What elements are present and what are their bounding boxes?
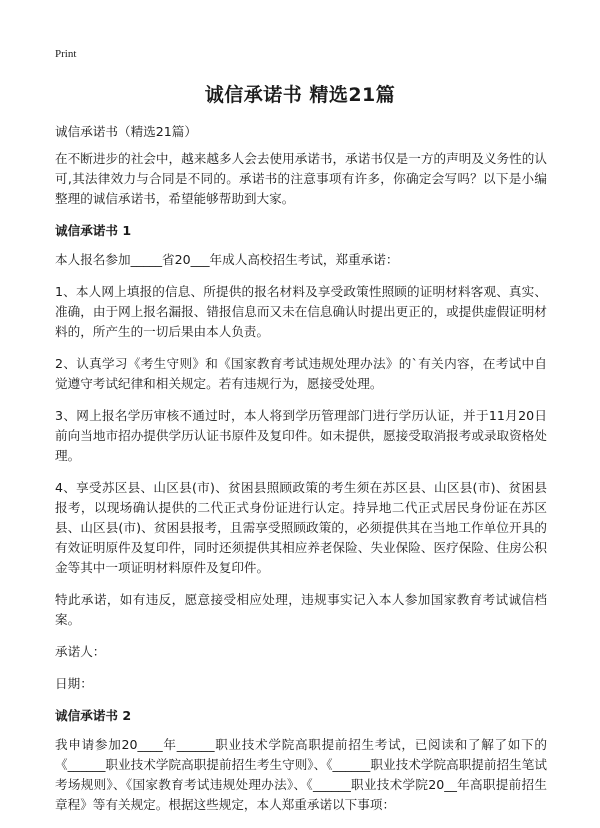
section-2-heading: 诚信承诺书 2	[55, 708, 132, 723]
document-subtitle: 诚信承诺书（精选21篇）	[55, 124, 197, 139]
section-1-heading: 诚信承诺书 1	[55, 223, 132, 238]
print-label: Print	[55, 48, 77, 60]
section-1-paragraph-1: 本人报名参加_____省20___年成人高校招生考试，郑重承诺：	[55, 252, 399, 267]
section-1-signer-line: 承诺人：	[55, 644, 106, 659]
document-body	[55, 122, 547, 827]
section-2-paragraph-1: 我申请参加20____年______职业技术学院高职提前招生考试，已阅读和了解了如下的《______职业技术学院高职提前招生考生守则》、《______职业技术学院高职提前招生笔试考场规则》、《国家教育考试违规处理办法》、《______职业技术学院20__年高职提前招生章程》等有关规定。根据这些规定，本人郑重承诺以下事项：	[55, 737, 547, 812]
section-1-paragraph-2: 1、本人网上填报的信息、所提供的报名材料及享受政策性照顾的证明材料客观、真实、准确，由于网上报名漏报、错报信息而又未在信息确认时提出更正的，或提供虚假证明材料的，所产生的一切后果由本人负责。	[55, 284, 547, 339]
document-title: 诚信承诺书 精选21篇	[204, 84, 396, 106]
section-1-date-line: 日期：	[55, 676, 93, 691]
intro-paragraph: 在不断进步的社会中，越来越多人会去使用承诺书，承诺书仅是一方的声明及义务性的认可,其法律效力与合同是不同的。承诺书的注意事项有许多，你确定会写吗？以下是小编整理的诚信承诺书，希望能够帮助到大家。	[55, 151, 547, 206]
section-1-paragraph-4: 3、网上报名学历审核不通过时，本人将到学历管理部门进行学历认证，并于11月20日前向当地市招办提供学历认证书原件及复印件。如未提供，愿接受取消报考或录取资格处理。	[55, 408, 547, 463]
section-1-paragraph-6: 特此承诺，如有违反，愿意接受相应处理，违规事实记入本人参加国家教育考试诚信档案。	[55, 592, 547, 627]
section-1-paragraph-3: 2、认真学习《考生守则》和《国家教育考试违规处理办法》的`有关内容，在考试中自觉遵守考试纪律和相关规定。若有违规行为，愿接受处理。	[55, 356, 547, 391]
section-1-paragraph-5: 4、享受苏区县、山区县(市)、贫困县照顾政策的考生须在苏区县、山区县(市)、贫困县报考，以现场确认提供的二代正式身份证进行认定。持异地二代正式居民身份证在苏区县、山区县(市)、贫困县报考，且需享受照顾政策的，必须提供其在当地工作单位开具的有效证明原件及复印件，同时还须提供其相应养老保险、失业保险、医疗保险、住房公积金等其中一项证明材料原件及复印件。	[55, 480, 547, 575]
